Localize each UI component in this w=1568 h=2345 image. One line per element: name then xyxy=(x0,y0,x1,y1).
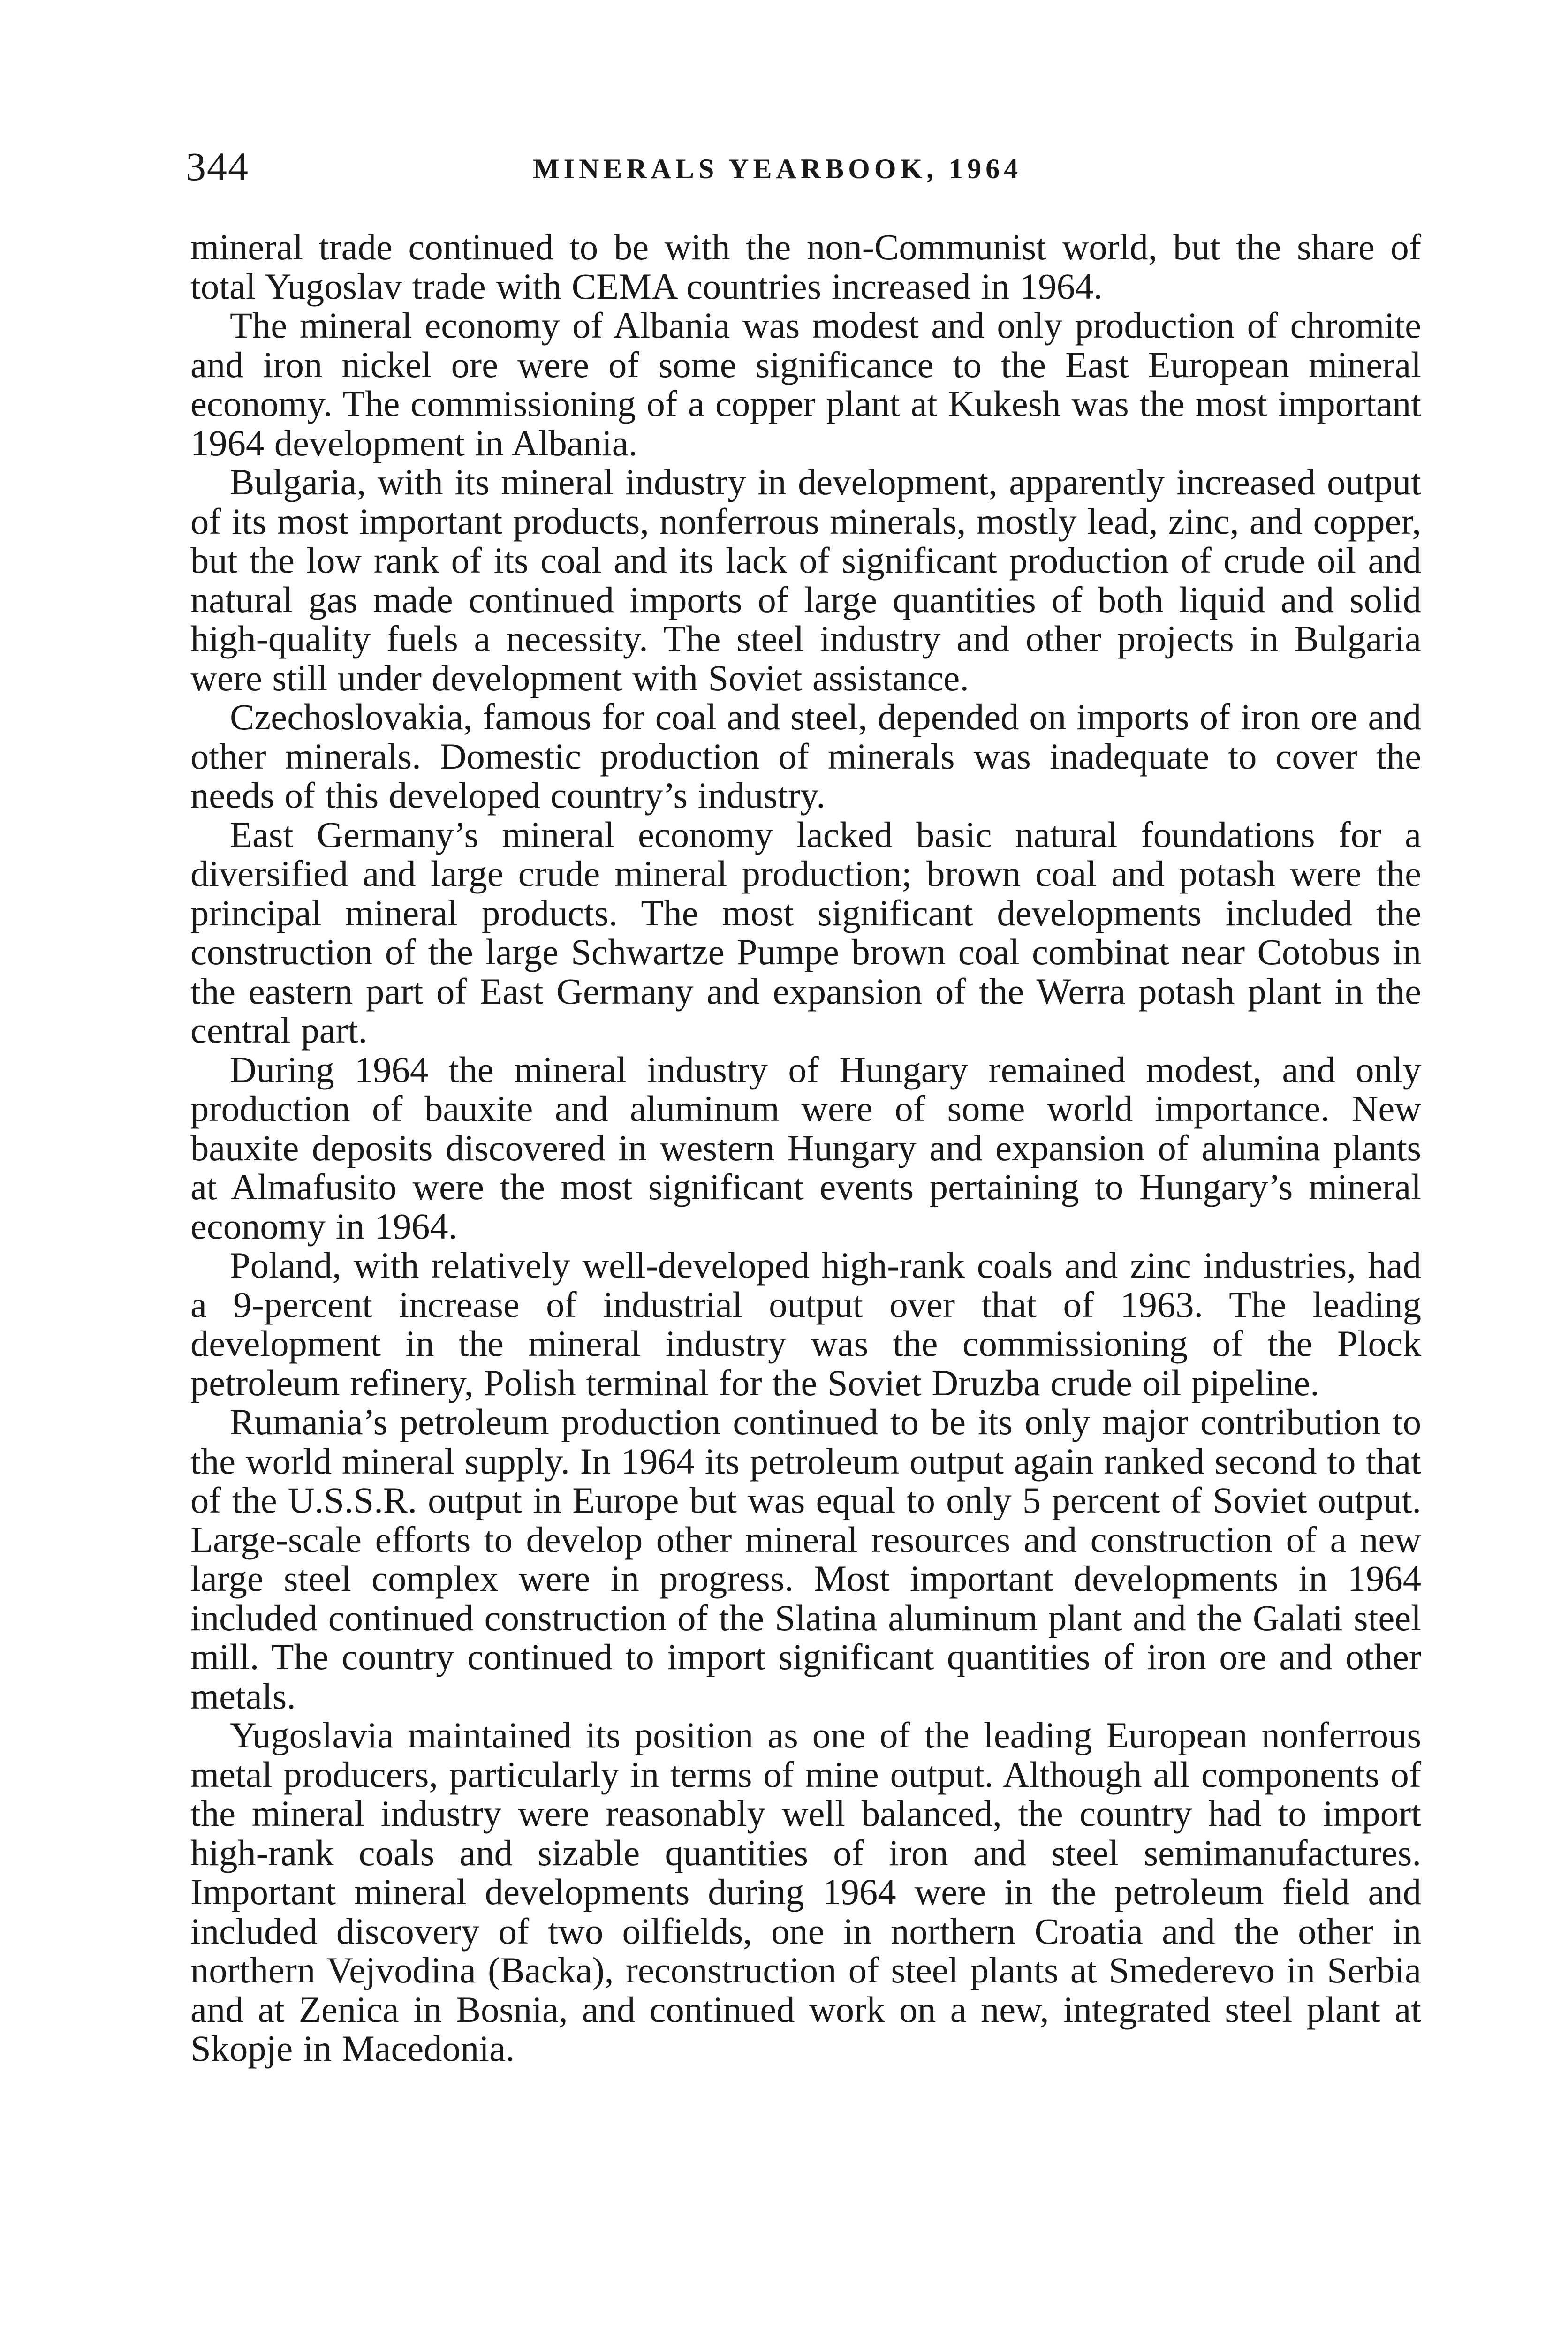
paragraph-continued-trade: mineral trade continued to be with the non-Communist world, but the share of total Yugoslav trade with CEMA countries increased in 1964. xyxy=(190,227,1421,307)
paragraph-poland: Poland, with relatively well-developed high-rank coals and zinc industries, had a 9-percent increase of industrial output over that of 1963. The leading development in the mineral industry was the commissioning of the Plock petroleum refinery, Polish terminal for the Soviet Druzba crude oil pipeline. xyxy=(190,1245,1421,1404)
paragraph-yugoslavia: Yugoslavia maintained its position as one of the leading European nonferrous metal producers, particularly in terms of mine output. Although all components of the mineral industry were reasonably well balanced, the country had to import high-rank coals and sizable quantities of iron and steel semimanufactures. Important mineral developments during 1964 were in the petroleum field and included discovery of two oilfields, one in northern Croatia and the other in northern Vejvodina (Backa), reconstruction of steel plants at Smederevo in Serbia and at Zenica in Bosnia, and continued work on a new, integrated steel plant at Skopje in Macedonia. xyxy=(190,1715,1421,2069)
paragraph-east-germany: East Germany’s mineral economy lacked basic natural foundations for a diversified and large crude mineral production; brown coal and potash were the principal mineral products. The most significant developments included the construction of the large Schwartze Pumpe brown coal combinat near Cotobus in the eastern part of East Germany and expansion of the Werra potash plant in the central part. xyxy=(190,814,1421,1051)
page-number: 344 xyxy=(186,144,249,189)
paragraph-bulgaria: Bulgaria, with its mineral industry in development, apparently increased output of its most important products, nonferrous minerals, mostly lead, zinc, and copper, but the low rank of its coal and its lack of significant production of crude oil and natural gas made continued imports of large quantities of both liquid and solid high-quality fuels a necessity. The steel industry and other projects in Bulgaria were still under development with Soviet assistance. xyxy=(190,462,1421,699)
body-text xyxy=(190,228,1421,2069)
paragraph-czechoslovakia: Czechoslovakia, famous for coal and steel, depended on imports of iron ore and other minerals. Domestic production of minerals was inadequate to cover the needs of this developed country’s industry. xyxy=(190,697,1421,816)
paragraph-hungary: During 1964 the mineral industry of Hungary remained modest, and only production of bauxite and aluminum were of some world importance. New bauxite deposits discovered in western Hungary and expansion of alumina plants at Almafusito were the most significant events pertaining to Hungary’s mineral economy in 1964. xyxy=(190,1049,1421,1247)
running-head xyxy=(186,141,1424,197)
paragraph-rumania: Rumania’s petroleum production continued to be its only major contribution to the world mineral supply. In 1964 its petroleum output again ranked second to that of the U.S.S.R. output in Europe but was equal to only 5 percent of Soviet output. Large-scale efforts to develop other mineral resources and construction of a new large steel complex were in progress. Most important developments in 1964 included continued construction of the Slatina aluminum plant and the Galati steel mill. The country continued to import significant quantities of iron ore and other metals. xyxy=(190,1402,1421,1717)
paragraph-albania: The mineral economy of Albania was modest and only production of chromite and iron nickel ore were of some significance to the East European mineral economy. The commissioning of a copper plant at Kukesh was the most important 1964 development in Albania. xyxy=(190,305,1421,464)
running-title: MINERALS YEARBOOK, 1964 xyxy=(533,153,1023,184)
